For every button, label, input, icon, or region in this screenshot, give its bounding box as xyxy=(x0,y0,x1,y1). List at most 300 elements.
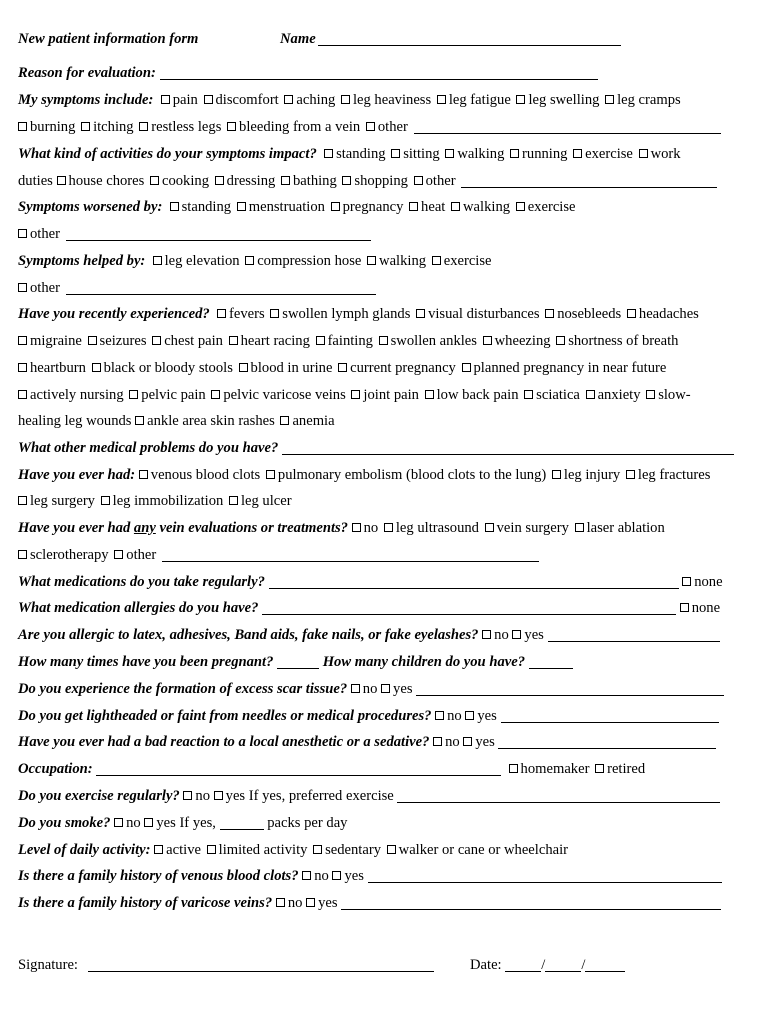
yes-label: yes xyxy=(318,895,338,911)
family-clots-label: Is there a family history of venous blood clots? xyxy=(18,868,299,884)
allergies-row xyxy=(18,599,720,617)
experienced-row-2 xyxy=(18,332,680,350)
checkbox-exercise[interactable] xyxy=(573,149,582,158)
option-label: walker or cane or wheelchair xyxy=(398,842,569,858)
no-label: no xyxy=(287,895,303,911)
checkbox-current-pregnancy[interactable] xyxy=(338,363,347,372)
checkbox-other[interactable] xyxy=(366,122,375,131)
option-label: bleeding from a vein xyxy=(239,119,361,135)
experienced-row-5 xyxy=(18,412,337,430)
option-label: burning xyxy=(30,119,76,135)
checkbox[interactable] xyxy=(144,818,153,827)
worsened-label: Symptoms worsened by: xyxy=(18,199,163,215)
checkbox-burning[interactable] xyxy=(18,122,27,131)
scar-row xyxy=(18,680,724,698)
option-label: pelvic pain xyxy=(141,387,206,403)
checkbox-leg-fractures[interactable] xyxy=(626,470,635,479)
option-label: cooking xyxy=(161,173,210,189)
checkbox[interactable] xyxy=(351,684,360,693)
exercise-row xyxy=(18,787,720,805)
checkbox-shopping[interactable] xyxy=(342,176,351,185)
checkbox-running[interactable] xyxy=(510,149,519,158)
activity-label: Level of daily activity: xyxy=(18,842,151,858)
option-label: laser ablation xyxy=(586,520,665,536)
checkbox-bathing[interactable] xyxy=(281,176,290,185)
option-label: heart racing xyxy=(240,333,310,349)
checkbox-heat[interactable] xyxy=(409,202,418,211)
option-label: nosebleeds xyxy=(557,306,622,322)
activities-row-2 xyxy=(18,172,717,190)
checkbox-ankle-area-skin-rashes[interactable] xyxy=(135,416,144,425)
checkbox-restless-legs[interactable] xyxy=(139,122,148,131)
option-label: other xyxy=(377,119,408,135)
option-label: venous blood clots xyxy=(150,467,261,483)
checkbox-walking[interactable] xyxy=(451,202,460,211)
checkbox-leg-injury[interactable] xyxy=(552,470,561,479)
option-label: itching xyxy=(93,119,134,135)
no-label: no xyxy=(195,788,210,804)
option-label: aching xyxy=(296,92,336,108)
option-label: slow- xyxy=(658,387,691,403)
none-label: none xyxy=(694,574,723,590)
ever-had-row-2 xyxy=(18,492,294,510)
option-label: leg immobilization xyxy=(112,493,224,509)
date-group xyxy=(470,956,625,974)
yes-label: yes xyxy=(393,681,413,697)
checkbox-blood-in-urine[interactable] xyxy=(239,363,248,372)
family-varicose-field[interactable] xyxy=(341,896,721,910)
date-month-field[interactable] xyxy=(505,958,541,972)
yes-label: yes xyxy=(477,708,497,724)
medications-field[interactable] xyxy=(269,575,679,589)
checkbox-visual-disturbances[interactable] xyxy=(416,309,425,318)
option-label: work xyxy=(650,146,681,162)
experienced-options-3 xyxy=(18,360,668,376)
option-label: compression hose xyxy=(257,253,362,269)
family-varicose-label: Is there a family history of varicose veins? xyxy=(18,895,273,911)
latex-row xyxy=(18,626,720,644)
option-label: exercise xyxy=(443,253,492,269)
option-label: walking xyxy=(379,253,427,269)
option-label: leg ulcer xyxy=(240,493,292,509)
checkbox-bleeding-from-a-vein[interactable] xyxy=(227,122,236,131)
experienced-options-4 xyxy=(18,387,646,403)
option-label: sciatica xyxy=(536,387,580,403)
checkbox-sciatica[interactable] xyxy=(524,390,533,399)
activities-row-1 xyxy=(18,145,681,163)
checkbox-limited-activity[interactable] xyxy=(207,845,216,854)
vein-eval-label: Have you ever had any vein evaluations or treatments? xyxy=(18,520,348,536)
checkbox-other[interactable] xyxy=(18,283,27,292)
option-label: anemia xyxy=(292,413,335,429)
checkbox[interactable] xyxy=(306,898,315,907)
option-label: bathing xyxy=(292,173,337,189)
checkbox-wheezing[interactable] xyxy=(483,336,492,345)
option-label: headaches xyxy=(638,306,699,322)
checkbox-headaches[interactable] xyxy=(627,309,636,318)
option-label: leg ultrasound xyxy=(395,520,479,536)
helped-options xyxy=(153,253,494,269)
checkbox[interactable] xyxy=(682,577,691,586)
yes-label: yes xyxy=(344,868,364,884)
name-label: Name xyxy=(280,31,316,47)
option-label: swollen ankles xyxy=(390,333,477,349)
worsened-other-field[interactable] xyxy=(66,227,371,241)
checkbox-venous-blood-clots[interactable] xyxy=(139,470,148,479)
ever-had-label: Have you ever had: xyxy=(18,467,136,483)
option-label: vein surgery xyxy=(496,520,569,536)
checkbox-leg-swelling[interactable] xyxy=(516,95,525,104)
no-label: no xyxy=(126,815,141,831)
checkbox-leg-ulcer[interactable] xyxy=(229,496,238,505)
checkbox-vein-surgery[interactable] xyxy=(485,523,494,532)
checkbox-pain[interactable] xyxy=(161,95,170,104)
option-label: restless legs xyxy=(151,119,222,135)
exercise-field[interactable] xyxy=(397,789,720,803)
checkbox-dressing[interactable] xyxy=(215,176,224,185)
no-label: no xyxy=(445,734,460,750)
checkbox-standing[interactable] xyxy=(170,202,179,211)
option-label: shortness of breath xyxy=(568,333,679,349)
ever-had-row-1 xyxy=(18,466,712,484)
checkbox[interactable] xyxy=(680,603,689,612)
option-label: other xyxy=(30,226,60,242)
option-label: fevers xyxy=(228,306,265,322)
checkbox-itching[interactable] xyxy=(81,122,90,131)
option-label: standing xyxy=(336,146,386,162)
checkbox-leg-fatigue[interactable] xyxy=(437,95,446,104)
vein-eval-other-field[interactable] xyxy=(162,548,539,562)
yes-label: yes If yes, preferred exercise xyxy=(225,788,394,804)
option-label: dressing xyxy=(226,173,276,189)
checkbox[interactable] xyxy=(114,818,123,827)
checkbox-swollen-ankles[interactable] xyxy=(379,336,388,345)
checkbox-walker-or-cane-or-wheelchair[interactable] xyxy=(387,845,396,854)
date-label: Date: xyxy=(470,957,502,973)
helped-other-field[interactable] xyxy=(66,281,376,295)
yes-label: yes If yes, xyxy=(156,815,216,831)
symptoms-other-field[interactable] xyxy=(414,120,721,134)
checkbox-sclerotherapy[interactable] xyxy=(18,550,27,559)
option-label: walking xyxy=(457,146,505,162)
occupation-row xyxy=(18,760,647,778)
option-label: anxiety xyxy=(597,387,641,403)
checkbox-leg-ultrasound[interactable] xyxy=(384,523,393,532)
option-label: limited activity xyxy=(218,842,308,858)
option-label: retired xyxy=(607,761,646,777)
worsened-options-2 xyxy=(18,226,66,242)
option-label: pregnancy xyxy=(342,199,404,215)
checkbox-migraine[interactable] xyxy=(18,336,27,345)
option-label: leg surgery xyxy=(30,493,95,509)
checkbox-other[interactable] xyxy=(18,229,27,238)
checkbox-standing[interactable] xyxy=(324,149,333,158)
option-label: homemaker xyxy=(520,761,590,777)
checkbox-homemaker[interactable] xyxy=(509,764,518,773)
activities-options-2 xyxy=(57,173,462,189)
checkbox-other[interactable] xyxy=(114,550,123,559)
signature-row xyxy=(18,956,586,974)
option-label: other xyxy=(30,280,60,296)
checkbox-pulmonary-embolism-blood-clots-to-the-lung[interactable] xyxy=(266,470,275,479)
checkbox[interactable] xyxy=(646,390,655,399)
checkbox[interactable] xyxy=(381,684,390,693)
family-varicose-row xyxy=(18,894,721,912)
checkbox-joint-pain[interactable] xyxy=(351,390,360,399)
checkbox-heartburn[interactable] xyxy=(18,363,27,372)
checkbox[interactable] xyxy=(435,711,444,720)
checkbox-anemia[interactable] xyxy=(280,416,289,425)
option-label: walking xyxy=(463,199,511,215)
activities-options xyxy=(324,146,639,162)
option-label: running xyxy=(522,146,568,162)
experienced-row-4 xyxy=(18,386,691,404)
option-label: low back pain xyxy=(436,387,519,403)
option-label: sitting xyxy=(403,146,440,162)
option-label: pelvic varicose veins xyxy=(223,387,346,403)
other-problems-row xyxy=(18,439,734,457)
symptoms-label: My symptoms include: xyxy=(18,92,154,108)
option-label: swollen lymph glands xyxy=(282,306,411,322)
family-clots-row xyxy=(18,867,722,885)
vein-eval-options-2 xyxy=(18,547,162,563)
checkbox-pregnancy[interactable] xyxy=(331,202,340,211)
checkbox-heart-racing[interactable] xyxy=(229,336,238,345)
option-label: migraine xyxy=(30,333,82,349)
checkbox-planned-pregnancy-in-near-future[interactable] xyxy=(462,363,471,372)
checkbox-leg-cramps[interactable] xyxy=(605,95,614,104)
signature-label: Signature: xyxy=(18,957,78,973)
checkbox-leg-surgery[interactable] xyxy=(18,496,27,505)
experienced-row-3 xyxy=(18,359,668,377)
option-label: actively nursing xyxy=(30,387,124,403)
checkbox-shortness-of-breath[interactable] xyxy=(556,336,565,345)
occupation-label: Occupation: xyxy=(18,761,93,777)
option-label: leg cramps xyxy=(617,92,681,108)
allergies-field[interactable] xyxy=(262,601,676,615)
option-label: sedentary xyxy=(325,842,381,858)
option-label: active xyxy=(166,842,201,858)
option-label: other xyxy=(425,173,456,189)
experienced-row-1 xyxy=(18,305,701,323)
occupation-field[interactable] xyxy=(96,762,501,776)
date-separator: / xyxy=(581,957,586,973)
checkbox-anxiety[interactable] xyxy=(586,390,595,399)
pregnant-field[interactable] xyxy=(277,655,319,669)
date-separator: / xyxy=(541,957,546,973)
children-field[interactable] xyxy=(529,655,573,669)
smoke-row xyxy=(18,814,347,832)
option-label: leg fractures xyxy=(637,467,711,483)
vein-eval-row-1 xyxy=(18,519,667,537)
checkbox-no[interactable] xyxy=(352,523,361,532)
worsened-row-1 xyxy=(18,198,578,216)
name-field[interactable] xyxy=(318,32,621,46)
helped-label: Symptoms helped by: xyxy=(18,253,146,269)
checkbox[interactable] xyxy=(433,737,442,746)
ever-had-options-2 xyxy=(18,493,294,509)
option-label: leg fatigue xyxy=(448,92,511,108)
medications-label: What medications do you take regularly? xyxy=(18,574,265,590)
checkbox-pelvic-varicose-veins[interactable] xyxy=(211,390,220,399)
family-clots-field[interactable] xyxy=(368,869,722,883)
yes-label: yes xyxy=(475,734,495,750)
checkbox-menstruation[interactable] xyxy=(237,202,246,211)
anesthetic-label: Have you ever had a bad reaction to a local anesthetic or a sedative? xyxy=(18,734,430,750)
anesthetic-row xyxy=(18,733,716,751)
checkbox-swollen-lymph-glands[interactable] xyxy=(270,309,279,318)
experienced-options-2 xyxy=(18,333,680,349)
option-label: ankle area skin rashes xyxy=(147,413,275,429)
option-label: menstruation xyxy=(248,199,325,215)
no-label: no xyxy=(362,681,378,697)
option-label: visual disturbances xyxy=(428,306,540,322)
option-label: black or bloody stools xyxy=(103,360,233,376)
activity-options xyxy=(154,842,570,858)
option-label: other xyxy=(126,547,157,563)
option-label: current pregnancy xyxy=(350,360,456,376)
latex-label: Are you allergic to latex, adhesives, Band aids, fake nails, or fake eyelashes? xyxy=(18,627,479,643)
checkbox-seizures[interactable] xyxy=(88,336,97,345)
checkbox[interactable] xyxy=(276,898,285,907)
packs-label: packs per day xyxy=(267,815,348,831)
checkbox-fainting[interactable] xyxy=(316,336,325,345)
option-label: no xyxy=(363,520,379,536)
allergies-label: What medication allergies do you have? xyxy=(18,600,259,616)
checkbox-low-back-pain[interactable] xyxy=(425,390,434,399)
activities-label: What kind of activities do your symptoms impact? xyxy=(18,146,317,162)
checkbox-walking[interactable] xyxy=(445,149,454,158)
packs-field[interactable] xyxy=(220,816,264,830)
none-label: none xyxy=(691,600,721,616)
latex-field[interactable] xyxy=(548,628,720,642)
checkbox-house-chores[interactable] xyxy=(57,176,66,185)
checkbox[interactable] xyxy=(332,871,341,880)
exercise-label: Do you exercise regularly? xyxy=(18,788,180,804)
symptoms-row-1 xyxy=(18,91,683,109)
date-year-field[interactable] xyxy=(585,958,625,972)
checkbox-walking[interactable] xyxy=(367,256,376,265)
checkbox[interactable] xyxy=(463,737,472,746)
experienced-options xyxy=(217,306,701,322)
scar-label: Do you experience the formation of excess scar tissue? xyxy=(18,681,348,697)
form-header xyxy=(18,30,316,48)
scar-field[interactable] xyxy=(416,682,724,696)
date-day-field[interactable] xyxy=(545,958,581,972)
symptoms-options-2 xyxy=(18,119,414,135)
checkbox-nosebleeds[interactable] xyxy=(545,309,554,318)
checkbox-cooking[interactable] xyxy=(150,176,159,185)
checkbox-laser-ablation[interactable] xyxy=(575,523,584,532)
vein-eval-options xyxy=(352,520,667,536)
option-label: wheezing xyxy=(494,333,551,349)
checkbox-active[interactable] xyxy=(154,845,163,854)
form-title: New patient information form xyxy=(18,31,199,47)
checkbox-leg-elevation[interactable] xyxy=(153,256,162,265)
no-label: no xyxy=(314,868,329,884)
checkbox-discomfort[interactable] xyxy=(204,95,213,104)
checkbox-compression-hose[interactable] xyxy=(245,256,254,265)
option-label: discomfort xyxy=(215,92,279,108)
checkbox[interactable] xyxy=(183,791,192,800)
checkbox-other[interactable] xyxy=(414,176,423,185)
lightheaded-label: Do you get lightheaded or faint from needles or medical procedures? xyxy=(18,708,432,724)
checkbox-fevers[interactable] xyxy=(217,309,226,318)
yes-label: yes xyxy=(524,627,544,643)
option-label: leg injury xyxy=(563,467,621,483)
experienced-options-5 xyxy=(135,413,336,429)
lightheaded-field[interactable] xyxy=(501,709,719,723)
other-problems-label: What other medical problems do you have? xyxy=(18,440,279,456)
helped-row-2 xyxy=(18,279,376,297)
reason-row xyxy=(18,64,598,82)
anesthetic-field[interactable] xyxy=(498,735,716,749)
lightheaded-row xyxy=(18,707,719,725)
checkbox[interactable] xyxy=(639,149,648,158)
checkbox-exercise[interactable] xyxy=(432,256,441,265)
option-label: leg swelling xyxy=(528,92,600,108)
reason-label: Reason for evaluation: xyxy=(18,65,156,81)
activities-other-field[interactable] xyxy=(461,174,717,188)
checkbox[interactable] xyxy=(302,871,311,880)
checkbox-sitting[interactable] xyxy=(391,149,400,158)
other-problems-field[interactable] xyxy=(282,441,734,455)
pregnancy-row xyxy=(18,653,573,671)
checkbox-exercise[interactable] xyxy=(516,202,525,211)
symptoms-row-2 xyxy=(18,118,721,136)
checkbox-aching[interactable] xyxy=(284,95,293,104)
pregnant-label: How many times have you been pregnant? xyxy=(18,654,274,670)
checkbox-sedentary[interactable] xyxy=(313,845,322,854)
checkbox[interactable] xyxy=(512,630,521,639)
checkbox-black-or-bloody-stools[interactable] xyxy=(92,363,101,372)
checkbox[interactable] xyxy=(482,630,491,639)
option-label: house chores xyxy=(68,173,145,189)
children-label: How many children do you have? xyxy=(322,654,525,670)
option-label: chest pain xyxy=(164,333,223,349)
option-label: sclerotherapy xyxy=(30,547,109,563)
option-label: exercise xyxy=(585,146,633,162)
worsened-options xyxy=(170,199,578,215)
option-label: blood in urine xyxy=(250,360,333,376)
checkbox-actively-nursing[interactable] xyxy=(18,390,27,399)
option-label: exercise xyxy=(527,199,576,215)
checkbox-leg-immobilization[interactable] xyxy=(101,496,110,505)
no-label: no xyxy=(494,627,509,643)
checkbox-leg-heaviness[interactable] xyxy=(341,95,350,104)
option-label: leg elevation xyxy=(164,253,240,269)
option-label: pulmonary embolism (blood clots to the lung) xyxy=(277,467,547,483)
vein-eval-row-2 xyxy=(18,546,539,564)
checkbox-retired[interactable] xyxy=(595,764,604,773)
reason-field[interactable] xyxy=(160,66,598,80)
option-label: heartburn xyxy=(30,360,86,376)
option-label: pain xyxy=(172,92,198,108)
option-label: fainting xyxy=(327,333,373,349)
checkbox-pelvic-pain[interactable] xyxy=(129,390,138,399)
option-label: joint pain xyxy=(363,387,419,403)
no-label: no xyxy=(447,708,462,724)
helped-options-2 xyxy=(18,280,66,296)
checkbox[interactable] xyxy=(214,791,223,800)
checkbox-chest-pain[interactable] xyxy=(152,336,161,345)
signature-field[interactable] xyxy=(88,958,434,972)
activity-row xyxy=(18,841,570,859)
option-label: standing xyxy=(181,199,232,215)
option-label: seizures xyxy=(99,333,147,349)
option-label: planned pregnancy in near future xyxy=(473,360,667,376)
checkbox[interactable] xyxy=(465,711,474,720)
